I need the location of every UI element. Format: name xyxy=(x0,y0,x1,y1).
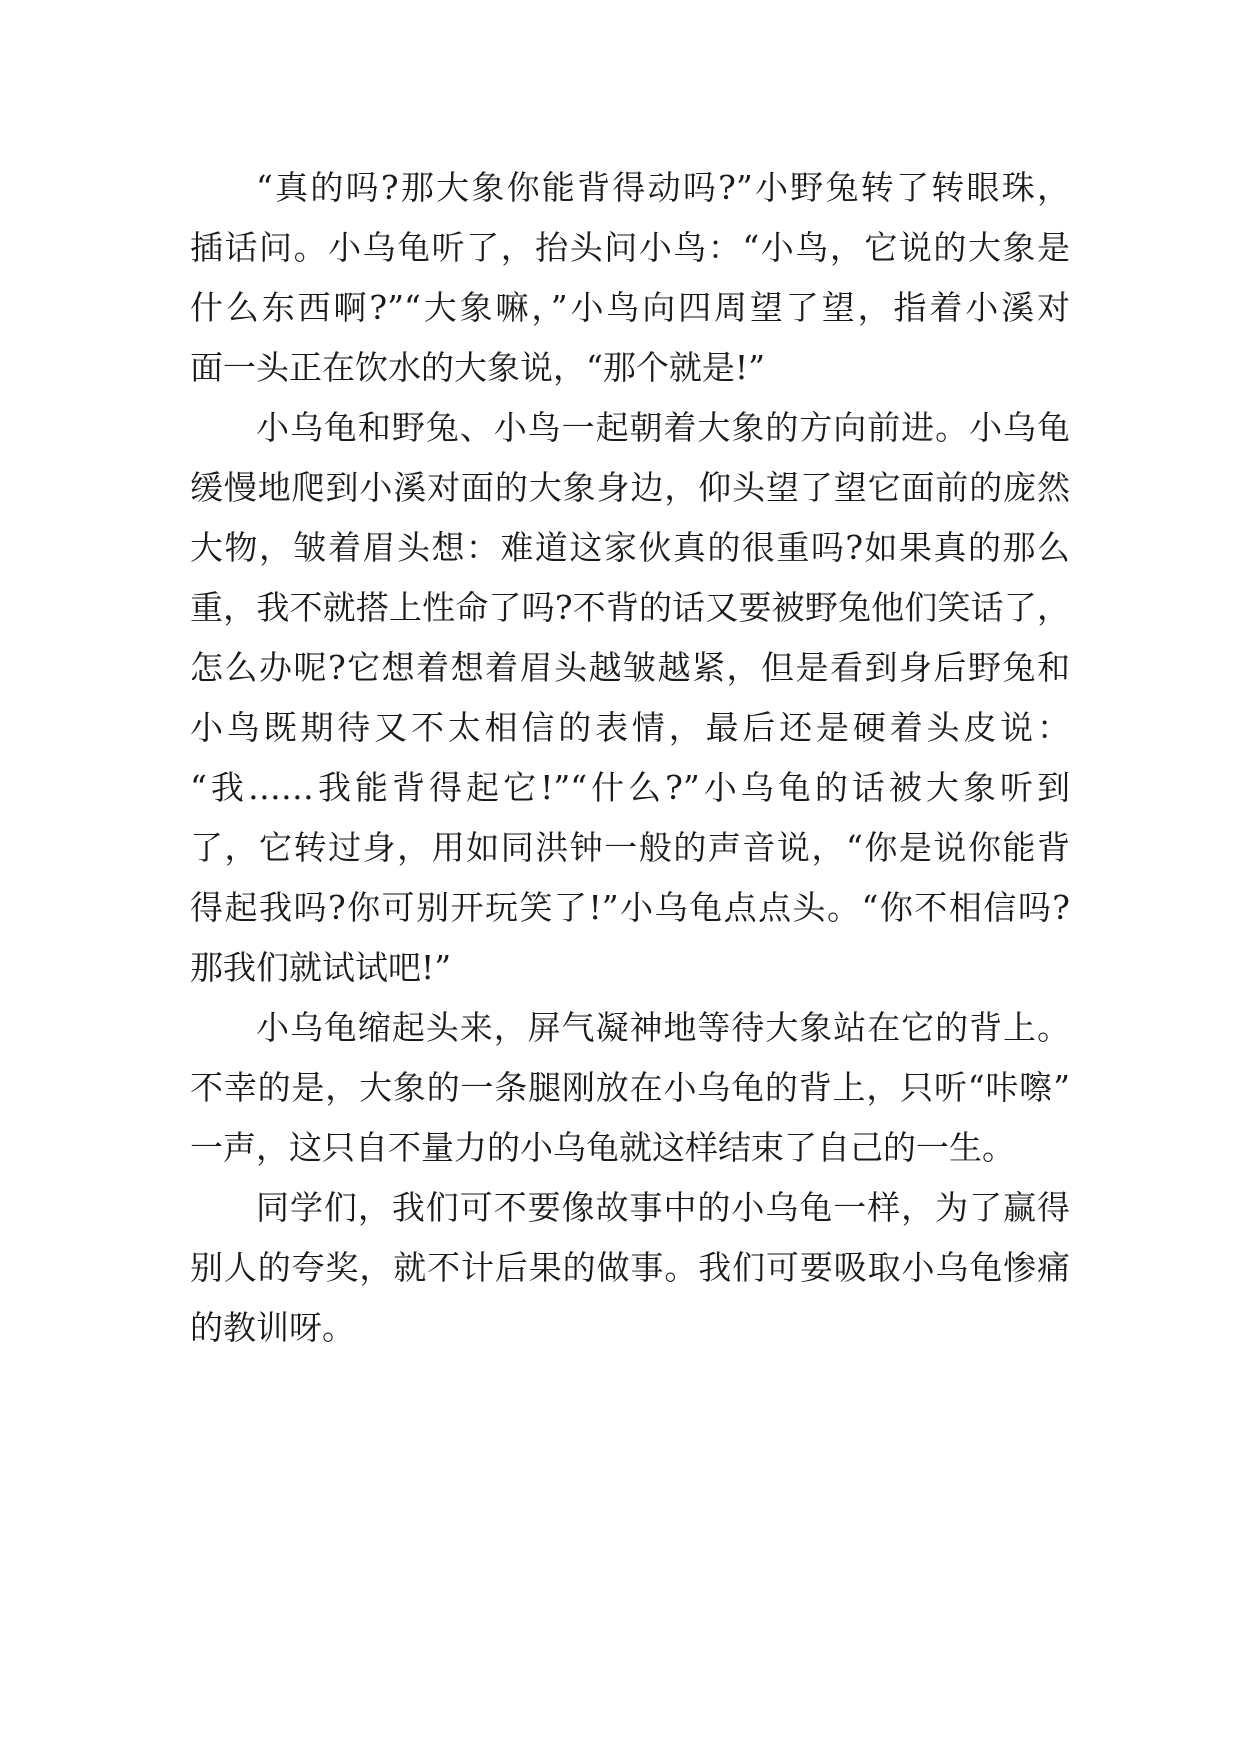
text-line: 的教训呀。 xyxy=(190,1308,355,1347)
text-line: 什么东西啊?”“大象嘛，”小鸟向四周望了望，指着小溪对 xyxy=(190,288,1070,327)
paragraph-3 xyxy=(190,998,1070,1178)
text-line: “我……我能背得起它!”“什么?”小乌龟的话被大象听到 xyxy=(190,768,1070,807)
story-text xyxy=(190,158,1070,1358)
paragraph-4 xyxy=(190,1178,1070,1358)
text-line: 小乌龟和野兔、小鸟一起朝着大象的方向前进。小乌龟 xyxy=(256,408,1070,447)
text-line: 同学们，我们可不要像故事中的小乌龟一样，为了赢得 xyxy=(256,1188,1070,1227)
text-line: 一声，这只自不量力的小乌龟就这样结束了自己的一生。 xyxy=(190,1128,1015,1167)
text-line: 怎么办呢?它想着想着眉头越皱越紧，但是看到身后野兔和 xyxy=(190,648,1070,687)
text-line: 小乌龟缩起头来，屏气凝神地等待大象站在它的背上。 xyxy=(256,1008,1070,1047)
text-line: 得起我吗?你可别开玩笑了!”小乌龟点点头。“你不相信吗? xyxy=(190,888,1070,927)
text-line: 不幸的是，大象的一条腿刚放在小乌龟的背上，只听“咔嚓” xyxy=(190,1068,1070,1107)
text-line: 面一头正在饮水的大象说，“那个就是!” xyxy=(190,348,766,387)
text-line: 别人的夸奖，就不计后果的做事。我们可要吸取小乌龟惨痛 xyxy=(190,1248,1070,1287)
text-line: 大物，皱着眉头想：难道这家伙真的很重吗?如果真的那么 xyxy=(190,528,1070,567)
text-line: 缓慢地爬到小溪对面的大象身边，仰头望了望它面前的庞然 xyxy=(190,468,1070,507)
paragraph-2 xyxy=(190,398,1070,998)
text-line: 那我们就试试吧!” xyxy=(190,948,452,987)
text-line: 重，我不就搭上性命了吗?不背的话又要被野兔他们笑话了， xyxy=(190,588,1070,627)
paragraph-1 xyxy=(190,158,1070,398)
text-line: 了，它转过身，用如同洪钟一般的声音说，“你是说你能背 xyxy=(190,828,1070,867)
text-line: 小鸟既期待又不太相信的表情，最后还是硬着头皮说： xyxy=(190,708,1070,747)
text-line: “真的吗?那大象你能背得动吗?”小野兔转了转眼珠， xyxy=(256,168,1070,207)
text-line: 插话问。小乌龟听了，抬头问小鸟：“小鸟，它说的大象是 xyxy=(190,228,1070,267)
